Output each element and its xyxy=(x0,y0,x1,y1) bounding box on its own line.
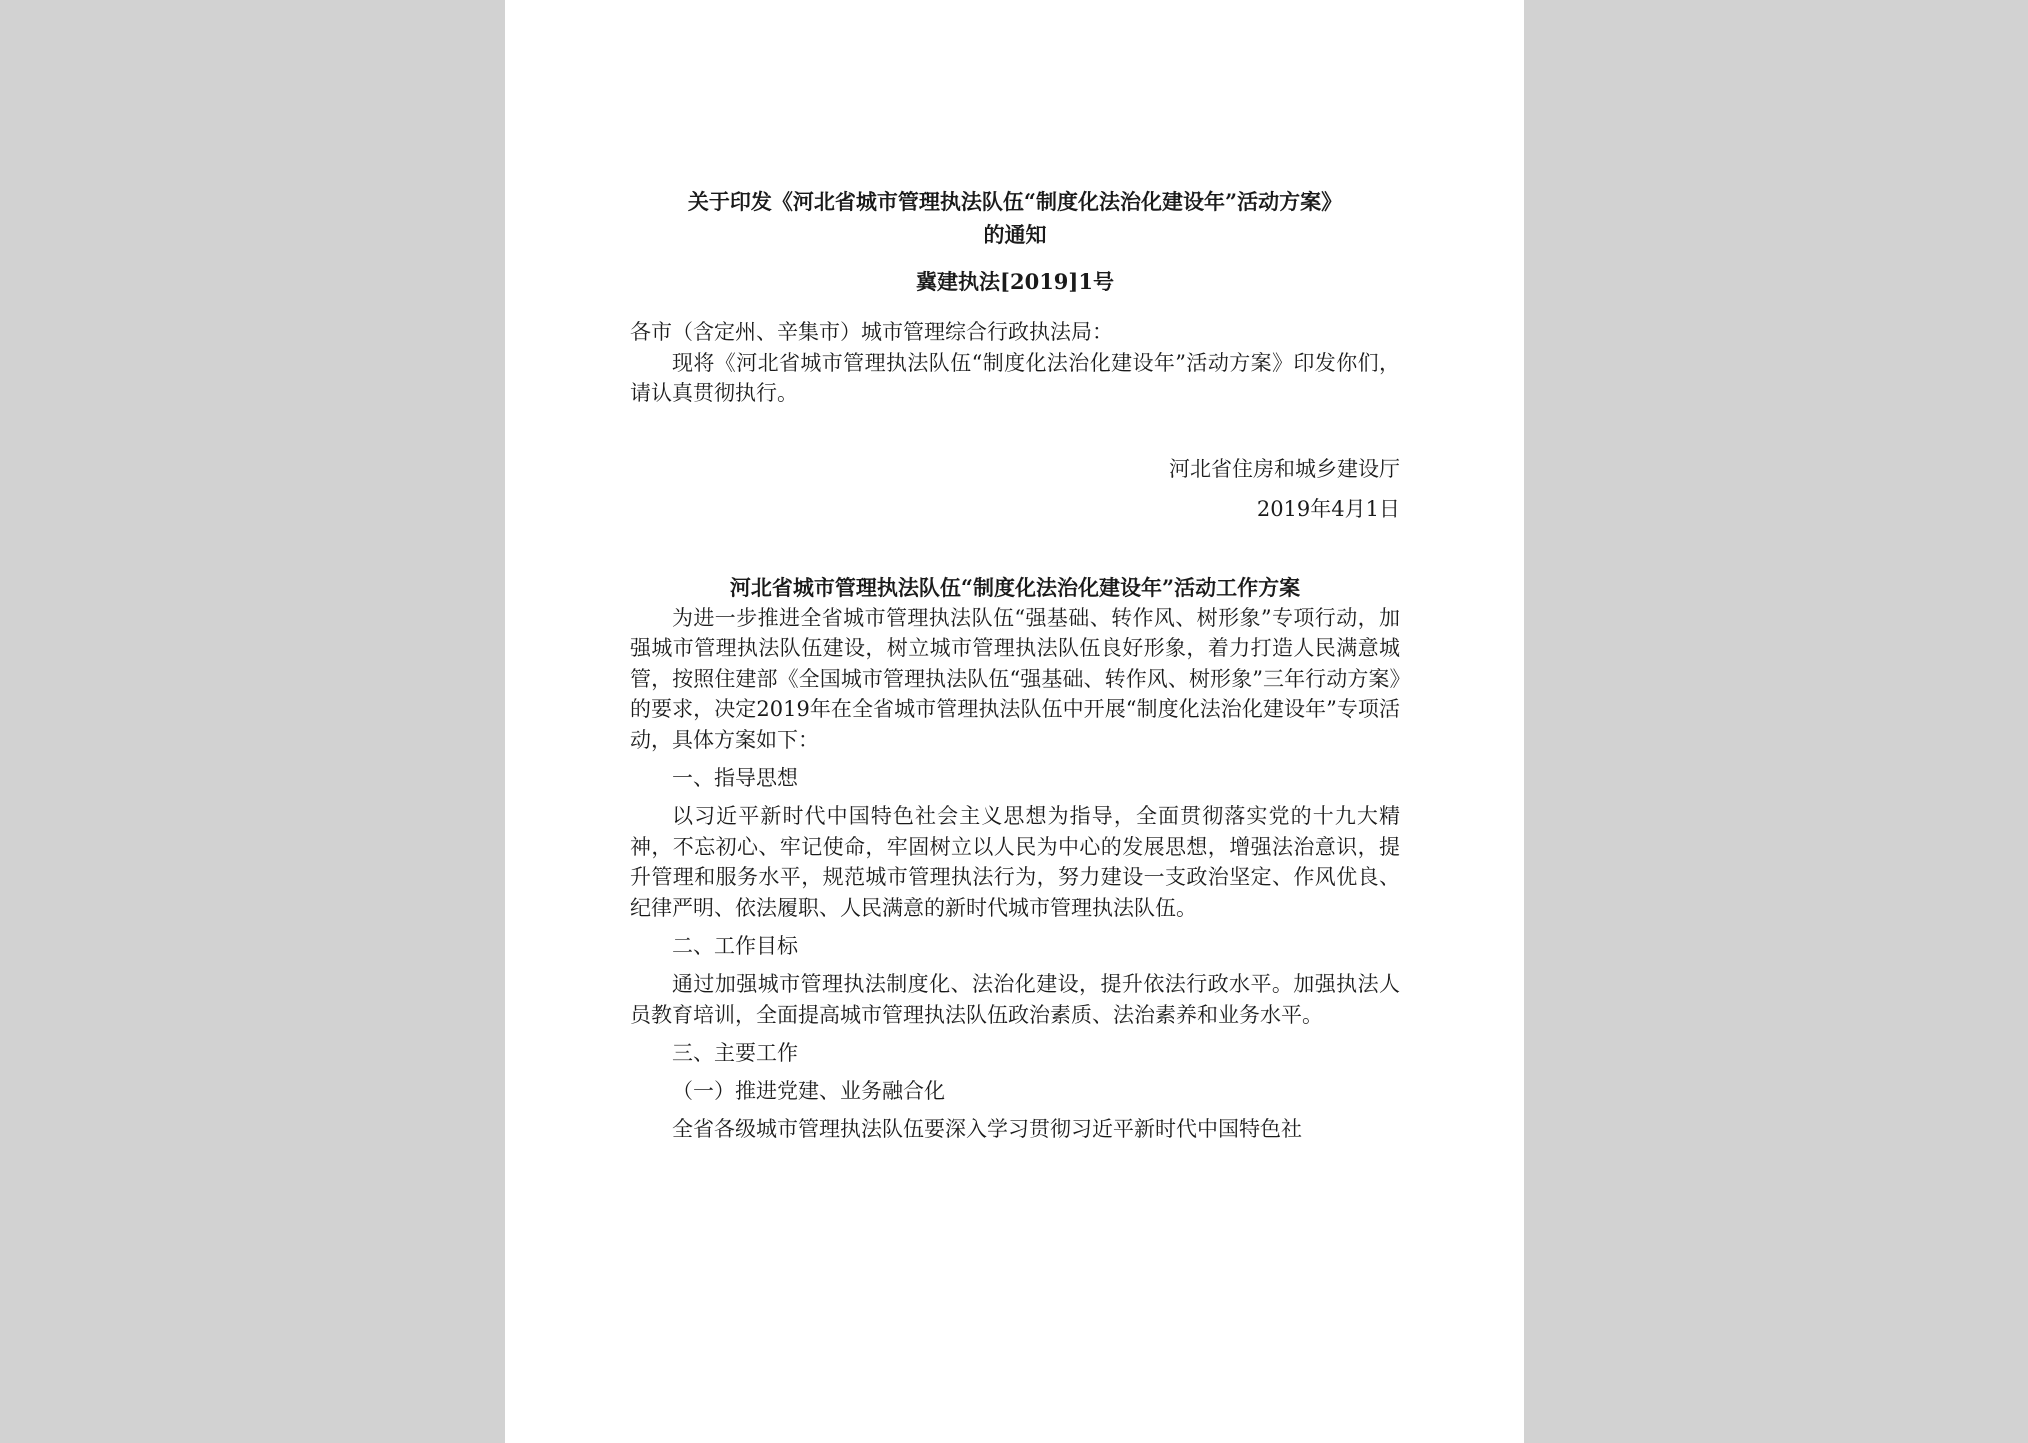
notice-body: 现将《河北省城市管理执法队伍“制度化法治化建设年”活动方案》印发你们，请认真贯彻执行。 xyxy=(630,350,1400,405)
issuer: 河北省住房和城乡建设厅 xyxy=(1169,456,1400,481)
issue-date: 2019年4月1日 xyxy=(1256,496,1400,521)
section3-subheading-1: （一）推进党建、业务融合化 xyxy=(672,1079,945,1103)
addressee: 各市（含定州、辛集市）城市管理综合行政执法局： xyxy=(630,320,1113,344)
document-page xyxy=(505,0,1524,1443)
section1-heading: 一、指导思想 xyxy=(672,766,798,790)
notice-title-line2: 的通知 xyxy=(983,222,1047,247)
notice-title-line1: 关于印发《河北省城市管理执法队伍“制度化法治化建设年”活动方案》 xyxy=(687,189,1343,214)
section3-heading: 三、主要工作 xyxy=(672,1041,798,1065)
plan-title: 河北省城市管理执法队伍“制度化法治化建设年”活动工作方案 xyxy=(729,574,1301,600)
notice-title xyxy=(630,185,1400,251)
section3-sub1-body: 全省各级城市管理执法队伍要深入学习贯彻习近平新时代中国特色社 xyxy=(672,1117,1302,1141)
plan-intro: 为进一步推进全省城市管理执法队伍“强基础、转作风、树形象”专项行动，加强城市管理执法队伍建设，树立城市管理执法队伍良好形象，着力打造人民满意城管，按照住建部《全国城市管理执法队伍“强基础、转作风、树形象”三年行动方案》的要求，决定2019年在全省城市管理执法队伍中开展“制度化法治化建设年”专项活动，具体方案如下： xyxy=(630,605,1400,752)
signature-block xyxy=(630,449,1400,529)
section2-heading: 二、工作目标 xyxy=(672,934,798,958)
document-number: 冀建执法[2019]1号 xyxy=(916,269,1114,294)
section1-body: 以习近平新时代中国特色社会主义思想为指导，全面贯彻落实党的十九大精神，不忘初心、牢记使命，牢固树立以人民为中心的发展思想，增强法治意识，提升管理和服务水平，规范城市管理执法行为，努力建设一支政治坚定、作风优良、纪律严明、依法履职、人民满意的新时代城市管理执法队伍。 xyxy=(630,804,1400,920)
section2-body: 通过加强城市管理执法制度化、法治化建设，提升依法行政水平。加强执法人员教育培训，全面提高城市管理执法队伍政治素质、法治素养和业务水平。 xyxy=(630,972,1400,1027)
document-content xyxy=(630,185,1400,1145)
